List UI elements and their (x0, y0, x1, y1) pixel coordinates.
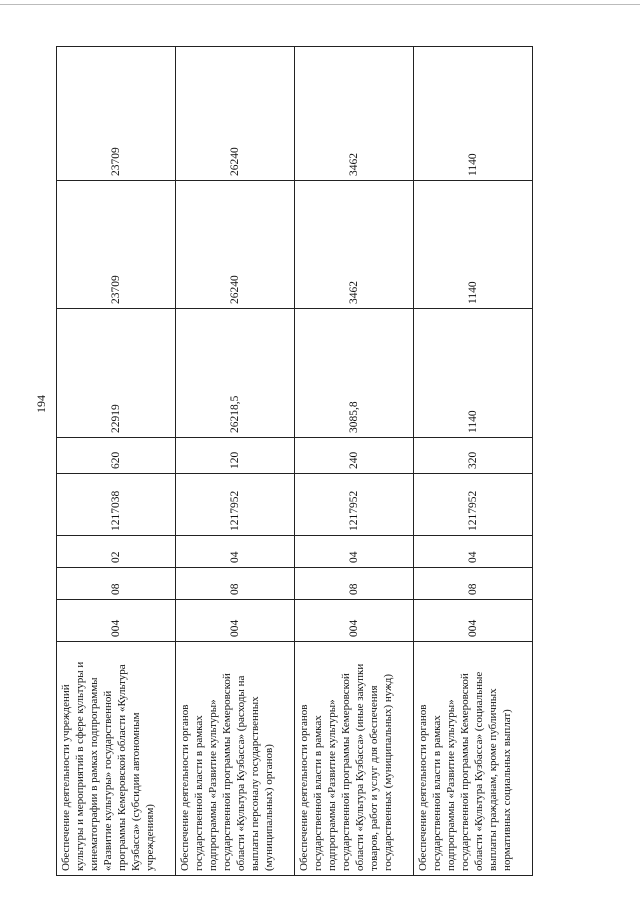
row-description: Обеспечение деятельности органов государственной власти в рамках подпрограммы «Развитие культуры» государственной программы Кемеровской области «Культура Кузбасса» (расходы на выплаты персоналу государственных (муниципальных) органов) (176, 642, 295, 876)
top-rule (0, 4, 640, 5)
target-article-code: 1217952 (176, 474, 295, 536)
target-article-code: 1217952 (295, 474, 414, 536)
section-code: 08 (176, 568, 295, 600)
ministry-code: 004 (414, 600, 533, 642)
subsection-code: 04 (414, 536, 533, 568)
subsection-code: 02 (57, 536, 176, 568)
expense-type-code: 240 (295, 438, 414, 474)
amount-year-1: 3085,8 (295, 309, 414, 438)
target-article-code: 1217038 (57, 474, 176, 536)
section-code: 08 (295, 568, 414, 600)
table-row (57, 47, 176, 876)
subsection-code: 04 (176, 536, 295, 568)
target-article-code: 1217952 (414, 474, 533, 536)
amount-year-1: 26218,5 (176, 309, 295, 438)
section-code: 08 (414, 568, 533, 600)
amount-year-1: 1140 (414, 309, 533, 438)
amount-year-3: 1140 (414, 47, 533, 181)
section-code: 08 (57, 568, 176, 600)
amount-year-2: 23709 (57, 181, 176, 309)
ministry-code: 004 (57, 600, 176, 642)
row-description: Обеспечение деятельности органов государственной власти в рамках подпрограммы «Развитие культуры» государственной программы Кемеровской области «Культура Кузбасса» (социальные выплаты гражданам, кроме публичных нормативных социальных выплат) (414, 642, 533, 876)
rotated-page (34, 47, 533, 876)
amount-year-2: 1140 (414, 181, 533, 309)
row-description: Обеспечение деятельности органов государственной власти в рамках подпрограммы «Развитие культуры» государственной программы Кемеровской области «Культура Кузбасса» (иные закупки товаров, работ и услуг для обеспечения государственных (муниципальных) нужд) (295, 642, 414, 876)
budget-table (56, 46, 533, 876)
table-row (176, 47, 295, 876)
amount-year-2: 26240 (176, 181, 295, 309)
subsection-code: 04 (295, 536, 414, 568)
expense-type-code: 120 (176, 438, 295, 474)
table-row (295, 47, 414, 876)
page-number: 194 (34, 395, 48, 413)
amount-year-2: 3462 (295, 181, 414, 309)
expense-type-code: 620 (57, 438, 176, 474)
amount-year-1: 22919 (57, 309, 176, 438)
table-row (414, 47, 533, 876)
expense-type-code: 320 (414, 438, 533, 474)
amount-year-3: 26240 (176, 47, 295, 181)
row-description: Обеспечение деятельности учреждений культуры и мероприятий в сфере культуры и кинематографии в рамках подпрограммы «Развитие культуры» государственной программы Кемеровской области «Культура Кузбасса» (субсидии автономным учреждениям) (57, 642, 176, 876)
ministry-code: 004 (176, 600, 295, 642)
ministry-code: 004 (295, 600, 414, 642)
amount-year-3: 3462 (295, 47, 414, 181)
amount-year-3: 23709 (57, 47, 176, 181)
